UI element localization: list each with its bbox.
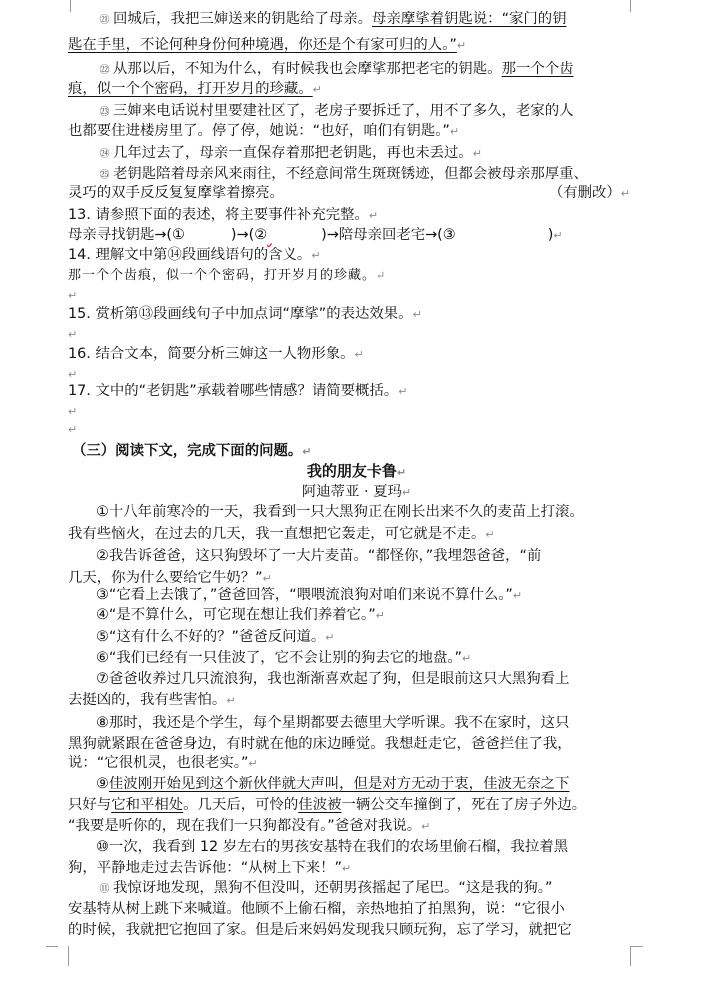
para-number: ㉑ [99, 15, 110, 26]
p2-para-8-line-2: 黑狗就紧跟在爸爸身边，有时就在他的床边睡觉。我想赶走它，爸爸拦住了我， [68, 736, 572, 752]
question-14-answer: 那一个个齿痕，似一个个密码，打开岁月的珍藏。↵ [68, 268, 387, 283]
p2-para-6: ⑥“我们已经有一只佳波了，它不会让别的狗去它的地盘。”↵ [96, 650, 472, 666]
para-23-line-1: ㉓ 三婶来电话说村里要建社区了，老房子要拆迁了，用不了多久，老家的人 [99, 103, 574, 119]
article-title: 我的朋友卡鲁↵ [306, 462, 407, 480]
question-13-flow: 母亲寻找钥匙→(① )→(② )→陪母亲回老宅→(③ )↵ [68, 227, 563, 243]
p2-para-4: ④“是不算什么，可它现在想让我们养着它。”↵ [96, 607, 385, 623]
p2-para-7-line-1: ⑦爸爸收养过几只流浪狗，我也渐渐喜欢起了狗，但是眼前这只大黑狗看上 [96, 671, 570, 687]
para-24: ㉔ 几年过去了，母亲一直保存着那把老钥匙，再也未丢过。↵ [99, 145, 482, 161]
question-14: 14. 理解文中第⑭段画线语句的含义。↵ [68, 247, 321, 263]
empty-line: ↵ [68, 289, 78, 302]
crop-mark-bottom-left [58, 946, 69, 966]
section-heading: （三）阅读下文，完成下面的问题。↵ [72, 443, 312, 459]
underlined-sentence: 佳波无奈之下 [483, 776, 570, 792]
p2-para-9-line-3: “我要是听你的，现在我们一只狗都没有。”爸爸对我说。↵ [68, 818, 431, 834]
p2-para-11-line-3: 的时候，我就把它抱回了家。但是后来妈妈发现我只顾玩狗，忘了学习，就把它 [68, 922, 572, 938]
crop-mark-bottom-left-h [46, 946, 58, 948]
empty-line: ↵ [68, 423, 78, 436]
para-21-line-1: ㉑ 回城后，我把三婶送来的钥匙给了母亲。母亲摩挲着钥匙说：“家门的钥 [96, 9, 630, 31]
p2-para-5: ⑤“这有什么不好的？”爸爸反问道。↵ [96, 629, 335, 645]
p2-para-8-line-1: ⑧那时，我还是个学生，每个星期都要去德里大学听课。我不在家时，这只 [96, 715, 570, 731]
empty-line: ↵ [68, 405, 78, 418]
para-25-line-1: ㉕ 老钥匙陪着母亲风来雨往，不经意间常生斑斑锈迹，但都会被母亲那厚重、 [99, 166, 588, 182]
p2-para-9-line-2: 只好与它和平相处。几天后，可怜的佳波被一辆公交车撞倒了，死在了房子外边。 [68, 797, 587, 813]
crop-mark-top-left [60, 0, 71, 12]
question-16: 16. 结合文本，简要分析三婶这一人物形象。↵ [68, 346, 364, 362]
question-15: 15. 赏析第⑬段画线句子中加点词“摩挲”的表达效果。↵ [68, 306, 422, 322]
para-22-line-1: ㉒ 从那以后，不知为什么，有时候我也会摩挲那把老宅的钥匙。那一个个齿 [99, 61, 574, 77]
underlined-sentence: 母亲摩挲着钥匙说：“家门的钥 [372, 11, 567, 27]
empty-line: ↵ [68, 328, 78, 341]
p2-para-11-line-1: ⑪ 我惊讶地发现，黑狗不但没叫，还朝男孩摇起了尾巴。“这是我的狗。” [99, 880, 553, 896]
p2-para-7-line-2: 去挺凶的，我有些害怕。↵ [68, 692, 236, 708]
p2-para-8-line-3: 说：“它很机灵，也很老实。”↵ [68, 755, 258, 771]
crop-mark-bottom-right [630, 946, 641, 966]
para-22-line-2: 痕，似一个个密码，打开岁月的珍藏。↵ [68, 81, 322, 97]
para-21-line-2: 匙在手里，不论何种身份何种境遇，你还是个有家可归的人。”↵ [68, 37, 467, 53]
source-note: （有删改）↵ [548, 185, 630, 201]
p2-para-11-line-2: 安基特从树上跳下来喊道。他顾不上偷石榴，亲热地拍了拍黑狗，说：“它很小 [68, 901, 565, 917]
para-23-line-2: 也都要住进楼房里了。停了停，她说：“也好，咱们有钥匙。”↵ [68, 123, 460, 139]
p2-para-9-line-1: ⑨佳波刚开始见到这个新伙伴就大声叫，但是对方无动于衷，佳波无奈之下 [96, 776, 570, 792]
para-25-line-2: 灵巧的双手反反复复摩挲着擦亮。 （有删改）↵ [68, 183, 630, 203]
p2-para-10-line-1: ⑩一次，我看到 12 岁左右的男孩安基特在我们的农场里偷石榴，我拉着黑 [96, 839, 569, 855]
p2-para-1-line-2: 我有些恼火，在过去的几天，我一直想把它轰走，可它就是不走。↵ [68, 526, 495, 542]
question-13: 13. 请参照下面的表述，将主要事件补充完整。↵ [68, 207, 379, 223]
underlined-sentence: 佳波刚开始见到这个新伙伴就大声叫，但是对方无动于衷， [108, 776, 484, 792]
answer-blank-2[interactable] [267, 225, 321, 245]
crop-mark-bottom-right-h [631, 946, 643, 948]
underlined-sentence: 那一个个齿 [501, 61, 574, 77]
question-17: 17. 文中的“老钥匙”承载着哪些情感？请简要概括。↵ [68, 383, 408, 399]
p2-para-2-line-2: 几天，你为什么要给它牛奶？”↵ [68, 570, 272, 586]
article-author: 阿迪蒂亚 · 夏玛↵ [301, 484, 412, 500]
crop-mark-top-right [630, 0, 641, 12]
empty-line: ↵ [68, 368, 78, 381]
p2-para-1-line-1: ①十八年前寒冷的一天，我看到一只大黑狗正在刚长出来不久的麦苗上打滚。 [96, 504, 584, 520]
p2-para-3: ③“它看上去饿了，”爸爸回答，“喂喂流浪狗对咱们来说不算什么。”↵ [96, 587, 523, 603]
p2-para-2-line-1: ②我告诉爸爸，这只狗毁坏了一大片麦苗。“都怪你，”我埋怨爸爸，“前 [96, 548, 542, 564]
p2-para-10-line-2: 狗，平静地走过去告诉他：“从树上下来！”↵ [68, 860, 352, 876]
